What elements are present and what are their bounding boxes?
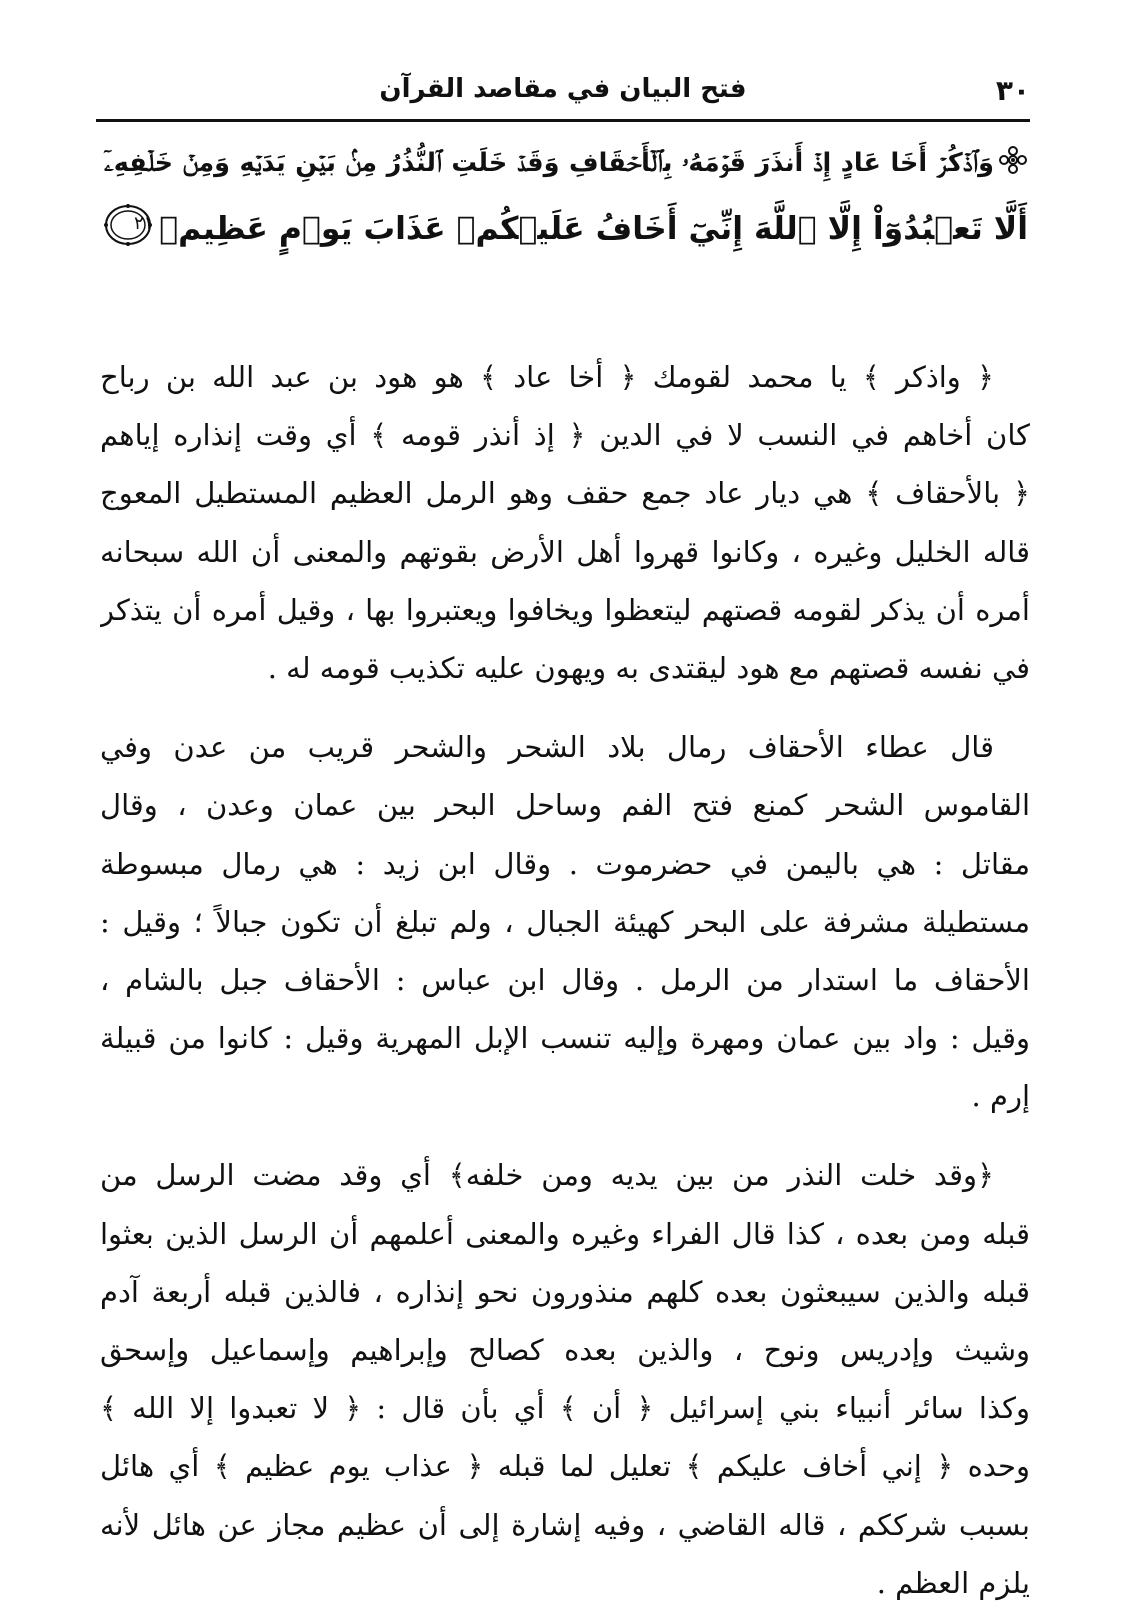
text-line: قال عطاء الأحقاف رمال بلاد الشحر والشحر قريب من عدن وفي	[100, 730, 994, 765]
ayah-end-marker	[103, 203, 153, 247]
page-number: ٣٠	[995, 74, 1030, 107]
text-line: يلزم العظم .	[876, 1565, 1030, 1600]
text-line: الأحقاف ما استدار من الرمل . وقال ابن عباس : الأحقاف جبل بالشام ،	[100, 962, 1030, 997]
text-line: قبله ومن بعده ، كذا قال الفراء وغيره والمعنى أعلمهم أن الرسل الذين بعثوا	[100, 1216, 1030, 1251]
verse-line-1	[104, 130, 1028, 196]
paragraph-1	[100, 348, 1030, 697]
text-line: وحده ﴿ إني أخاف عليكم ﴾ تعليل لما قبله ﴿ عذاب يوم عظيم ﴾ أي هائل	[100, 1449, 1030, 1484]
text-line: قبله والذين سيبعثون بعده كلهم منذورون نحو إنذاره ، فالذين قبله أربعة آدم	[100, 1274, 1030, 1309]
text-line: وقيل : واد بين عمان ومهرة وإليه تنسب الإبل المهرية وقيل : كانوا من قبيلة	[100, 1021, 1030, 1056]
book-title: فتح البيان في مقاصد القرآن	[379, 74, 747, 104]
text-line: ﴿وقد خلت النذر من بين يديه ومن خلفه﴾ أي وقد مضت الرسل من	[100, 1158, 994, 1193]
text-line: وشيث وإدريس ونوح ، والذين بعده كصالح وإبراهيم وإسماعيل وإسحق	[100, 1333, 1030, 1367]
commentary-text	[100, 348, 1030, 1612]
text-line: في نفسه قصتهم مع هود ليقتدى به ويهون عليه تكذيب قومه له .	[267, 650, 1030, 685]
text-line: أمره أن يذكر لقومه قصتهم ليتعظوا ويخافوا ويعتبروا بها ، وقيل أمره أن يتذكر	[100, 592, 1030, 627]
text-line: مقاتل : هي باليمن في حضرموت . وقال ابن زيد : هي رمال مبسوطة	[100, 846, 1030, 881]
paragraph-2	[100, 718, 1030, 1125]
paragraph-spacer	[100, 697, 1030, 718]
text-line: ﴿ واذكر ﴾ يا محمد لقومك ﴿ أخا عاد ﴾ هو هود بن عبد الله بن رباح	[100, 360, 994, 394]
verse-text-2: أَلَّا تَعۡبُدُوٓاْ إِلَّا ٱللَّهَ إِنِّيٓ أَخَافُ عَلَيۡكُمۡ عَذَابَ يَوۡمٍ عَظِيمٖ	[159, 211, 1028, 247]
paragraph-spacer	[100, 1125, 1030, 1146]
text-line: القاموس الشحر كمنع فتح الفم وساحل البحر بين عمان وعدن ، وقال	[100, 788, 1030, 823]
verse-line-2	[104, 196, 1028, 262]
text-line: ﴿ بالأحقاف ﴾ هي ديار عاد جمع حقف وهو الرمل العظيم المستطيل المعوج	[100, 476, 1030, 511]
text-line: كان أخاهم في النسب لا في الدين ﴿ إذ أنذر قومه ﴾ أي وقت إنذاره إياهم	[100, 418, 1030, 453]
flower-ornament-icon	[998, 134, 1028, 164]
text-line: بسبب شرككم ، قاله القاضي ، وفيه إشارة إلى أن عظيم مجاز عن هائل لأنه	[100, 1507, 1030, 1542]
paragraph-3	[100, 1146, 1030, 1612]
text-line: إرم .	[971, 1079, 1030, 1114]
running-header	[96, 66, 1030, 110]
text-line: قاله الخليل وغيره ، وكانوا قهروا أهل الأرض بقوتهم والمعنى أن الله سبحانه	[100, 534, 1030, 569]
verse-text-1: وَٱذۡكُرۡ أَخَا عَادٍ إِذۡ أَنذَرَ قَوۡمَهُۥ بِٱلۡأَحۡقَافِ وَقَدۡ خَلَتِ ٱلنُّذُرُ مِنۢ بَيۡنِ يَدَيۡهِ وَمِنۡ خَلۡفِهِۦٓ	[104, 148, 994, 178]
header-rule	[96, 119, 1030, 122]
text-line: وكذا سائر أنبياء بني إسرائيل ﴿ أن ﴾ أي بأن قال : ﴿ لا تعبدوا إلا الله ﴾	[100, 1391, 1030, 1426]
quran-verse	[104, 130, 1028, 262]
text-line: مستطيلة مشرفة على البحر كهيئة الجبال ، ولم تبلغ أن تكون جبالاً ؛ وقيل :	[100, 904, 1030, 939]
ayah-number: ٢١	[133, 213, 154, 234]
